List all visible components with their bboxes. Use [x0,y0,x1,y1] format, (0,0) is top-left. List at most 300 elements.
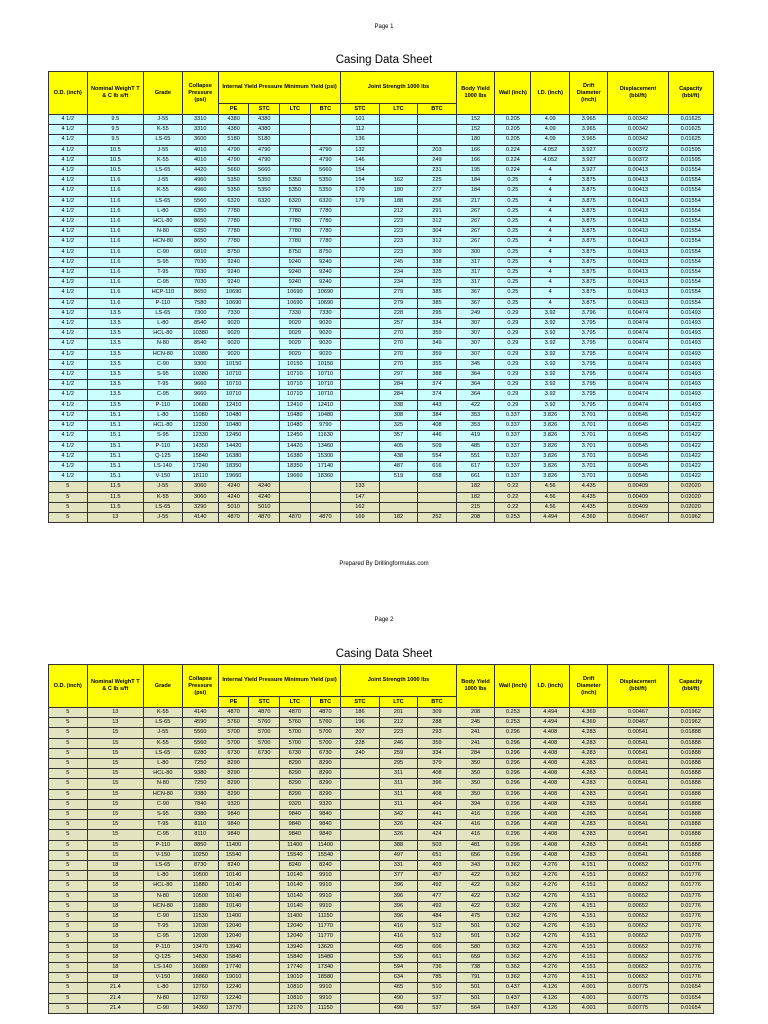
table-cell: 8650 [182,217,218,227]
header-collapse: Collapse Pressure (psi) [182,72,218,115]
table-cell: 245 [456,718,495,728]
table-cell: 374 [418,390,457,400]
table-cell: LS-65 [144,718,183,728]
table-cell: 10690 [218,298,249,308]
table-cell: T-95 [144,820,183,830]
table-cell: 0.29 [495,390,531,400]
table-cell: 10710 [280,390,311,400]
table-cell: 0.337 [495,431,531,441]
table-row [49,871,714,881]
table-cell: 0.01493 [668,390,713,400]
table-cell [341,217,380,227]
table-cell: 441 [418,810,457,820]
table-cell [249,400,280,410]
table-cell: 4.408 [531,728,570,738]
table-cell: 0.00545 [608,451,668,461]
table-cell: K-55 [144,125,183,135]
table-cell: 0.01962 [668,708,713,718]
table-cell: 10140 [280,891,311,901]
table-cell: 3.92 [531,380,570,390]
table-cell [249,983,280,993]
header-displacement: Displacement (bbl/ft) [608,72,668,115]
table-cell: 146 [341,155,380,165]
table-cell: 225 [418,176,457,186]
table-cell: 10140 [280,881,311,891]
table-cell: 4140 [182,708,218,718]
table-row [49,217,714,227]
table-cell [341,451,380,461]
table-cell: 0.437 [495,993,531,1003]
table-cell: L-80 [144,206,183,216]
table-cell: 0.00545 [608,431,668,441]
table-cell: 7780 [310,217,341,227]
table-row [49,451,714,461]
table-cell: 0.01554 [668,237,713,247]
table-cell: 5 [49,799,88,809]
table-cell: 8850 [182,840,218,850]
table-cell: 13.5 [87,319,144,329]
table-cell: 13.5 [87,308,144,318]
table-cell: 0.25 [495,176,531,186]
table-cell: 0.00541 [608,789,668,799]
table-cell: 11.6 [87,268,144,278]
table-cell: 0.296 [495,810,531,820]
table-cell: 12760 [182,993,218,1003]
table-cell: 377 [379,871,418,881]
subheader-joint-stc: STC [341,697,380,708]
table-cell: 4.369 [569,708,608,718]
table-row [49,166,714,176]
table-cell [249,319,280,329]
table-cell: 606 [418,942,457,952]
header-internal-yield: Internal Yield Pressure Minimum Yield (psi) [218,665,340,697]
table-cell: 0.337 [495,410,531,420]
table-cell: 9020 [280,329,311,339]
table-cell: 307 [456,339,495,349]
table-row [49,718,714,728]
table-cell [341,779,380,789]
table-cell: 634 [379,973,418,983]
table-cell: 0.00474 [608,390,668,400]
table-cell: HCN-80 [144,349,183,359]
table-cell: 0.00474 [608,370,668,380]
table-cell: 12410 [310,400,341,410]
table-cell: 661 [418,952,457,962]
table-cell: 8290 [310,759,341,769]
table-cell: 357 [379,431,418,441]
table-cell: 0.01962 [668,512,713,522]
table-cell [280,135,311,145]
table-cell: T-95 [144,380,183,390]
table-cell: 503 [418,840,457,850]
table-cell: 4.276 [531,861,570,871]
table-cell: 14420 [218,441,249,451]
table-cell: 0.296 [495,779,531,789]
table-cell: 4.369 [569,718,608,728]
table-cell: 10710 [218,390,249,400]
table-cell: 18 [87,901,144,911]
table-cell: HCN-80 [144,901,183,911]
table-cell: 0.296 [495,820,531,830]
table-cell: 3.795 [569,319,608,329]
table-cell: 9660 [182,390,218,400]
table-cell: 0.00467 [608,718,668,728]
table-cell [341,400,380,410]
table-cell [249,759,280,769]
table-cell: J-55 [144,482,183,492]
table-cell: 4.151 [569,952,608,962]
table-cell: 15 [87,820,144,830]
table-cell: 207 [341,728,380,738]
table-cell [341,912,380,922]
table-row [49,861,714,871]
table-cell: 10140 [218,871,249,881]
table-cell: 512 [418,922,457,932]
table-row [49,359,714,369]
table-cell [249,799,280,809]
table-cell: 0.29 [495,319,531,329]
table-cell: 0.01422 [668,421,713,431]
table-cell [341,850,380,860]
table-cell: 416 [456,810,495,820]
table-cell: 3.795 [569,349,608,359]
table-cell: LS-65 [144,861,183,871]
table-cell: 3.795 [569,359,608,369]
table-cell: 0.01654 [668,993,713,1003]
table-cell: 10.5 [87,145,144,155]
table-cell [341,769,380,779]
table-cell: 4 1/2 [49,451,88,461]
table-cell: 9910 [310,871,341,881]
table-cell: 18360 [310,472,341,482]
table-cell: 9240 [280,257,311,267]
table-cell: 0.29 [495,329,531,339]
table-cell: 0.22 [495,492,531,502]
table-cell: 0.337 [495,421,531,431]
table-cell [249,451,280,461]
table-cell: 184 [456,176,495,186]
subheader-joint-ltc: LTC [379,697,418,708]
table-cell: 5 [49,779,88,789]
table-cell: 12410 [280,400,311,410]
table-cell: 0.296 [495,799,531,809]
table-cell [249,227,280,237]
table-cell: 10.5 [87,166,144,176]
table-cell: 10380 [182,370,218,380]
table-cell: 4 1/2 [49,196,88,206]
table-cell [341,370,380,380]
table-cell: 537 [418,993,457,1003]
table-row [49,349,714,359]
table-cell: 492 [418,881,457,891]
table-cell: 4.283 [569,810,608,820]
header-weight: Nominal WeighT T & C lb s/ft [87,665,144,708]
table-cell: 8290 [218,759,249,769]
header-capacity: Capacity (bbl/ft) [668,72,713,115]
table-cell: 3.826 [531,431,570,441]
table-cell [341,380,380,390]
table-cell: 11880 [182,881,218,891]
subheader-stc: STC [249,104,280,115]
table-cell: 0.01888 [668,810,713,820]
table-cell: 0.01422 [668,410,713,420]
table-cell [341,1003,380,1013]
table-cell: 19010 [280,973,311,983]
table-cell [280,125,311,135]
table-cell [249,901,280,911]
table-row [49,779,714,789]
table-cell: 0.00413 [608,196,668,206]
table-cell: C-95 [144,932,183,942]
table-cell: 13 [87,718,144,728]
table-cell: 208 [456,512,495,522]
table-cell: 0.205 [495,115,531,125]
table-cell [310,502,341,512]
table-cell: 295 [418,308,457,318]
table-cell: 3.875 [569,217,608,227]
table-cell [418,492,457,502]
table-cell [249,308,280,318]
table-cell: 4.494 [531,718,570,728]
table-cell: V-150 [144,850,183,860]
table-cell: 11.6 [87,298,144,308]
table-cell: 5560 [182,728,218,738]
subheader-btc: BTC [310,697,341,708]
table-cell: 0.00413 [608,268,668,278]
table-cell: 249 [456,308,495,318]
table-cell: 0.296 [495,759,531,769]
table-cell: 0.362 [495,912,531,922]
table-cell [341,993,380,1003]
table-cell: 0.01422 [668,441,713,451]
table-cell: 154 [341,176,380,186]
table-cell: 4960 [182,186,218,196]
table-cell: 0.00652 [608,871,668,881]
table-cell: L-80 [144,410,183,420]
table-cell: 0.01595 [668,155,713,165]
table-cell: 256 [418,196,457,206]
table-cell: 0.01776 [668,942,713,952]
table-cell: 0.01654 [668,1003,713,1013]
table-cell: 8290 [280,759,311,769]
table-cell: 0.00413 [608,206,668,216]
table-cell [249,881,280,891]
table-cell: 0.01554 [668,206,713,216]
table-cell: 11400 [310,840,341,850]
table-cell: 4 1/2 [49,400,88,410]
table-cell: 5700 [310,728,341,738]
table-cell [341,799,380,809]
table-cell: LS-65 [144,748,183,758]
table-cell: LS-65 [144,502,183,512]
table-cell: 162 [379,176,418,186]
table-cell: 3.795 [569,329,608,339]
table-cell: 4380 [218,125,249,135]
table-cell: 5350 [280,176,311,186]
table-cell: 0.25 [495,206,531,216]
table-cell: HCL-80 [144,421,183,431]
table-cell: 15 [87,779,144,789]
table-cell: 3.927 [569,155,608,165]
table-cell: 4 1/2 [49,217,88,227]
table-cell: 0.00474 [608,380,668,390]
table-cell: 295 [379,759,418,769]
table-cell [249,206,280,216]
table-cell: 4 1/2 [49,319,88,329]
table-cell: 279 [379,288,418,298]
table-cell: 5560 [182,738,218,748]
table-cell [379,135,418,145]
table-cell: 18 [87,871,144,881]
table-row [49,512,714,522]
table-cell: 5350 [218,186,249,196]
table-cell: 11.6 [87,247,144,257]
table-cell: 212 [379,206,418,216]
table-cell: N-80 [144,227,183,237]
table-row [49,769,714,779]
table-cell: 0.337 [495,472,531,482]
table-cell: 359 [418,738,457,748]
table-cell: 0.00545 [608,441,668,451]
table-cell: 9020 [280,349,311,359]
table-cell: 0.00413 [608,257,668,267]
table-cell: 9380 [182,789,218,799]
table-cell: 0.00545 [608,472,668,482]
table-cell: 9020 [218,349,249,359]
table-cell: 3.875 [569,247,608,257]
table-cell: 18 [87,973,144,983]
table-cell: 3.875 [569,227,608,237]
table-cell: 6320 [280,196,311,206]
table-cell: 4 1/2 [49,135,88,145]
table-cell: C-90 [144,912,183,922]
table-cell: 4.09 [531,125,570,135]
table-cell: 367 [456,298,495,308]
table-cell: 312 [418,237,457,247]
table-cell: 307 [456,329,495,339]
table-cell: 10480 [310,410,341,420]
table-cell: 11.6 [87,186,144,196]
table-cell: 3.92 [531,319,570,329]
table-row [49,319,714,329]
table-cell: 4 [531,186,570,196]
table-row [49,502,714,512]
table-cell: S-95 [144,370,183,380]
table-cell: 267 [456,217,495,227]
table-cell: 10.5 [87,155,144,165]
table-cell: 5 [49,871,88,881]
table-cell: 0.00467 [608,708,668,718]
table-cell: 8290 [280,779,311,789]
table-cell [249,830,280,840]
table-cell: 334 [418,748,457,758]
table-cell: 11150 [310,1003,341,1013]
table-cell: 4.151 [569,932,608,942]
table-cell: 495 [379,942,418,952]
table-cell: 0.25 [495,268,531,278]
table-cell: 0.00409 [608,482,668,492]
table-cell: 487 [379,461,418,471]
table-cell: 4.283 [569,840,608,850]
table-cell: 5 [49,769,88,779]
table-cell: 0.01493 [668,329,713,339]
table-cell: 3.701 [569,472,608,482]
table-cell: 0.01888 [668,850,713,860]
table-cell: 7330 [280,308,311,318]
table-cell: Q-125 [144,952,183,962]
table-cell [249,461,280,471]
table-cell: 4.276 [531,871,570,881]
table-cell: 484 [418,912,457,922]
table-cell [341,278,380,288]
table-cell: 512 [418,932,457,942]
table-cell: 0.01422 [668,451,713,461]
table-cell: 9020 [218,339,249,349]
table-cell: 15300 [310,451,341,461]
table-cell: 8290 [218,789,249,799]
table-row [49,1003,714,1013]
table-cell [249,861,280,871]
table-cell: 10380 [182,329,218,339]
table-cell: 0.01493 [668,319,713,329]
table-cell: 4 1/2 [49,257,88,267]
table-cell: J-55 [144,176,183,186]
table-cell: LS-140 [144,963,183,973]
table-row [49,145,714,155]
table-cell: 9240 [218,268,249,278]
table-cell: 18350 [280,461,311,471]
table-cell: 353 [456,421,495,431]
table-cell [341,901,380,911]
table-cell: 4.283 [569,799,608,809]
table-cell: 4790 [310,155,341,165]
table-cell: 21.4 [87,1003,144,1013]
table-cell: 3.875 [569,237,608,247]
table-cell [280,502,311,512]
table-cell: 5350 [249,186,280,196]
table-cell: 13460 [310,441,341,451]
table-cell: 11630 [310,431,341,441]
table-cell [249,329,280,339]
table-cell [249,410,280,420]
table-cell: 0.362 [495,952,531,962]
table-cell: 8240 [218,861,249,871]
table-cell: 307 [456,319,495,329]
table-cell: 5700 [249,738,280,748]
table-cell: 9790 [310,421,341,431]
table-cell: 9.5 [87,115,144,125]
table-cell: 11150 [310,912,341,922]
table-cell: 4.151 [569,881,608,891]
table-cell: 8540 [182,319,218,329]
header-capacity: Capacity (bbl/ft) [668,665,713,708]
table-cell: V-150 [144,472,183,482]
table-cell: 5 [49,748,88,758]
table-cell: 291 [418,206,457,216]
table-cell: 5 [49,738,88,748]
table-cell: 11400 [218,840,249,850]
table-cell: 3.701 [569,421,608,431]
table-cell: 355 [418,359,457,369]
table-cell: 4790 [218,155,249,165]
table-cell: 307 [456,349,495,359]
table-cell: 223 [379,728,418,738]
table-row [49,963,714,973]
table-cell: 4240 [218,492,249,502]
table-cell: 21.4 [87,983,144,993]
table-cell: 4.283 [569,728,608,738]
table-cell: 9840 [218,820,249,830]
